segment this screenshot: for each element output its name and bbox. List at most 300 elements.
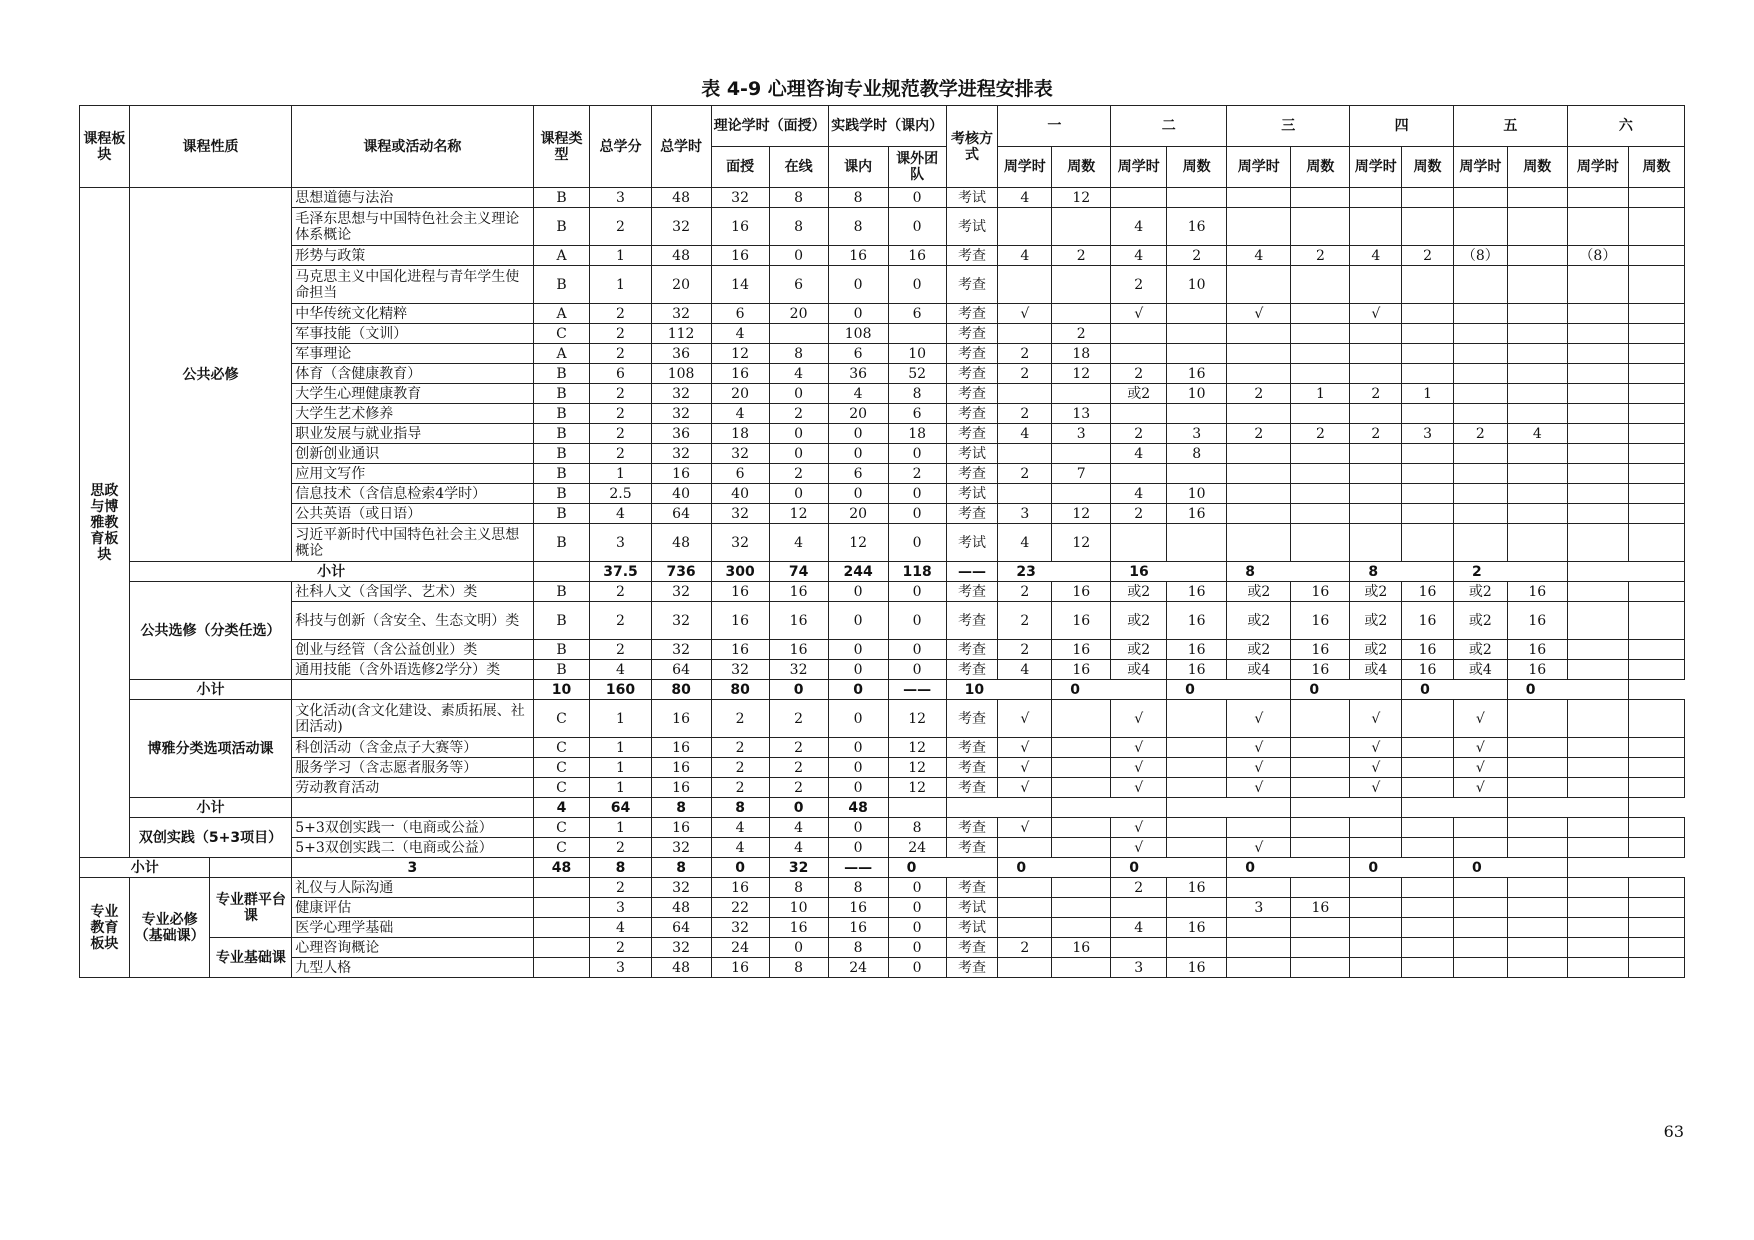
table-cell: 或2 (1453, 602, 1507, 640)
table-cell: 考查 (946, 424, 998, 444)
semester-subtotal (946, 798, 1052, 818)
header-credits: 总学分 (590, 106, 651, 188)
table-cell: 8 (769, 958, 828, 978)
table-cell: 6 (888, 304, 946, 324)
table-cell: 2 (998, 464, 1052, 484)
table-cell: 18 (1052, 344, 1111, 364)
table-cell (1291, 344, 1350, 364)
table-cell: 或2 (1111, 384, 1167, 404)
table-cell: 0 (888, 504, 946, 524)
table-cell: 16 (711, 878, 769, 898)
table-cell (1453, 208, 1507, 246)
table-cell: 3 (590, 958, 651, 978)
table-row (80, 384, 1685, 404)
table-cell (1567, 504, 1628, 524)
table-cell (1291, 404, 1350, 424)
table-cell: 3 (590, 898, 651, 918)
header-in-class: 课内 (828, 147, 888, 188)
header-theory: 理论学时（面授） (711, 106, 828, 147)
table-cell: 32 (711, 660, 769, 680)
table-cell (1567, 344, 1628, 364)
table-cell (1628, 444, 1684, 464)
table-cell (1227, 818, 1291, 838)
table-cell: 112 (651, 324, 711, 344)
table-cell: B (533, 504, 590, 524)
table-cell: B (533, 364, 590, 384)
header-exam: 考核方式 (946, 106, 998, 188)
table-cell (1111, 404, 1167, 424)
subtotal-label: 小计 (129, 562, 533, 582)
table-cell: 0 (828, 266, 888, 304)
header-semester-3: 三 (1227, 106, 1350, 147)
table-cell (1453, 918, 1507, 938)
table-cell: B (533, 188, 590, 208)
table-row (80, 464, 1685, 484)
header-weeks: 周数 (1052, 147, 1111, 188)
table-cell: 48 (651, 524, 711, 562)
table-row (80, 818, 1685, 838)
table-cell: 8 (769, 878, 828, 898)
course-name: 科创活动（含金点子大赛等） (292, 738, 533, 758)
table-cell: 52 (888, 364, 946, 384)
table-cell: 20 (828, 504, 888, 524)
table-cell (998, 958, 1052, 978)
course-name: 公共英语（或日语） (292, 504, 533, 524)
table-cell (1227, 404, 1291, 424)
table-cell: 或2 (1111, 602, 1167, 640)
table-cell: 0 (828, 602, 888, 640)
table-cell (1628, 958, 1684, 978)
table-cell (1291, 188, 1350, 208)
semester-subtotal: 10 (946, 680, 1052, 700)
table-cell: 0 (888, 938, 946, 958)
table-cell (1291, 738, 1350, 758)
table-cell (1628, 778, 1684, 798)
table-cell (1350, 838, 1402, 858)
table-cell: 考查 (946, 582, 998, 602)
table-cell: 8 (828, 188, 888, 208)
table-row (80, 758, 1685, 778)
table-cell: 0 (888, 898, 946, 918)
header-team: 课外团队 (888, 147, 946, 188)
table-cell: 2 (590, 640, 651, 660)
table-cell: 16 (711, 958, 769, 978)
table-cell: 2 (769, 738, 828, 758)
table-cell (1350, 208, 1402, 246)
course-name: 体育（含健康教育） (292, 364, 533, 384)
table-cell: 8 (828, 878, 888, 898)
table-cell: B (533, 640, 590, 660)
table-cell: 16 (1402, 640, 1454, 660)
table-cell: 16 (1507, 602, 1567, 640)
header-semester-1: 一 (998, 106, 1111, 147)
table-cell: 16 (711, 602, 769, 640)
table-cell (1227, 958, 1291, 978)
table-cell (1507, 958, 1567, 978)
table-cell (1291, 778, 1350, 798)
course-name: 军事理论 (292, 344, 533, 364)
table-cell: 16 (1507, 660, 1567, 680)
table-cell: 2 (1291, 246, 1350, 266)
table-cell (1507, 818, 1567, 838)
table-cell (1291, 958, 1350, 978)
table-cell: B (533, 384, 590, 404)
table-cell (1453, 444, 1507, 464)
subtotal-value: —— (828, 858, 888, 878)
table-cell: 0 (828, 838, 888, 858)
table-cell: 2 (1111, 266, 1167, 304)
table-cell: C (533, 324, 590, 344)
table-cell: √ (1111, 700, 1167, 738)
table-cell: 0 (828, 778, 888, 798)
table-cell: 24 (711, 938, 769, 958)
table-cell (1402, 938, 1454, 958)
block-label: 思政与博雅教育板块 (80, 188, 130, 858)
table-cell: 1 (1402, 384, 1454, 404)
table-cell: √ (1350, 758, 1402, 778)
table-cell: 2 (590, 602, 651, 640)
table-cell: 考查 (946, 364, 998, 384)
header-online: 在线 (769, 147, 828, 188)
subtotal-value: 8 (711, 798, 769, 818)
table-cell (1167, 464, 1227, 484)
subtotal-value: 8 (590, 858, 651, 878)
table-cell: A (533, 304, 590, 324)
table-cell: 6 (711, 304, 769, 324)
table-cell: 3 (1167, 424, 1227, 444)
table-cell: 4 (769, 364, 828, 384)
table-cell (1402, 838, 1454, 858)
table-row (80, 938, 1685, 958)
subtotal-value: —— (888, 680, 946, 700)
table-cell (888, 324, 946, 344)
table-cell: 16 (888, 246, 946, 266)
table-cell (1628, 246, 1684, 266)
table-row (80, 404, 1685, 424)
table-cell: √ (1111, 838, 1167, 858)
table-cell: C (533, 778, 590, 798)
table-cell: 16 (651, 758, 711, 778)
table-cell: 2 (998, 344, 1052, 364)
table-cell: 4 (711, 838, 769, 858)
table-cell: 16 (1167, 364, 1227, 384)
table-cell (1567, 700, 1628, 738)
table-cell: 2 (1227, 424, 1291, 444)
table-cell (1628, 878, 1684, 898)
table-cell: √ (998, 758, 1052, 778)
table-cell: 8 (769, 188, 828, 208)
table-cell: 0 (828, 700, 888, 738)
table-cell (1628, 938, 1684, 958)
table-cell: 0 (769, 444, 828, 464)
table-cell (1507, 364, 1567, 384)
table-cell: 6 (828, 344, 888, 364)
header-weeks: 周数 (1167, 147, 1227, 188)
table-cell (1507, 758, 1567, 778)
course-name: 应用文写作 (292, 464, 533, 484)
table-cell (1628, 758, 1684, 778)
table-cell: 2 (998, 640, 1052, 660)
table-cell (1453, 188, 1507, 208)
table-cell (1453, 878, 1507, 898)
table-cell: 或2 (1227, 582, 1291, 602)
table-cell (1052, 208, 1111, 246)
course-name: 九型人格 (292, 958, 533, 978)
table-cell (1628, 898, 1684, 918)
table-cell: 32 (651, 602, 711, 640)
table-cell (1567, 444, 1628, 464)
table-cell: 16 (1291, 602, 1350, 640)
table-cell: 32 (651, 878, 711, 898)
table-cell (1350, 266, 1402, 304)
table-cell (533, 938, 590, 958)
table-cell: 或2 (1111, 640, 1167, 660)
table-cell (1453, 266, 1507, 304)
table-cell (1350, 188, 1402, 208)
table-cell: 2 (888, 464, 946, 484)
table-cell: 16 (1291, 582, 1350, 602)
table-cell: 3 (1052, 424, 1111, 444)
table-cell: 16 (1052, 582, 1111, 602)
table-cell: 考查 (946, 344, 998, 364)
table-cell: 10 (769, 898, 828, 918)
table-cell (1227, 344, 1291, 364)
table-cell: 或2 (1453, 640, 1507, 660)
semester-subtotal: 8 (1227, 562, 1350, 582)
table-cell: 考试 (946, 524, 998, 562)
table-cell (1291, 324, 1350, 344)
table-cell: 考查 (946, 700, 998, 738)
table-cell: 16 (1052, 602, 1111, 640)
table-cell: 0 (828, 484, 888, 504)
table-cell: 16 (1052, 938, 1111, 958)
table-cell (1453, 364, 1507, 384)
table-row (80, 424, 1685, 444)
table-cell (1052, 818, 1111, 838)
table-cell: 16 (769, 602, 828, 640)
table-cell: （8） (1453, 246, 1507, 266)
table-cell: 8 (828, 938, 888, 958)
table-cell (1052, 444, 1111, 464)
nature-label: 公共选修（分类任选） (129, 582, 292, 680)
table-cell (1567, 384, 1628, 404)
table-cell (1567, 364, 1628, 384)
table-cell (1628, 324, 1684, 344)
table-cell: 2 (590, 878, 651, 898)
table-cell (998, 484, 1052, 504)
table-cell (1507, 344, 1567, 364)
table-cell: 4 (711, 818, 769, 838)
header-weeks: 周数 (1628, 147, 1684, 188)
table-cell: 16 (651, 464, 711, 484)
table-cell: 2.5 (590, 484, 651, 504)
table-cell (1507, 304, 1567, 324)
table-cell (1567, 758, 1628, 778)
table-cell: 4 (1111, 246, 1167, 266)
header-practice: 实践学时（课内） (828, 106, 946, 147)
table-cell: 12 (828, 524, 888, 562)
table-cell (1227, 504, 1291, 524)
table-row (80, 778, 1685, 798)
table-cell: 16 (1052, 640, 1111, 660)
table-cell: 2 (590, 404, 651, 424)
table-cell (1052, 266, 1111, 304)
table-cell (1402, 818, 1454, 838)
table-cell: 6 (711, 464, 769, 484)
table-cell: 16 (1291, 640, 1350, 660)
table-cell (1291, 524, 1350, 562)
table-cell (1167, 758, 1227, 778)
table-cell: √ (998, 304, 1052, 324)
table-row (80, 246, 1685, 266)
table-cell: B (533, 582, 590, 602)
table-row (80, 640, 1685, 660)
table-cell (769, 324, 828, 344)
table-cell (998, 838, 1052, 858)
table-cell: 12 (711, 344, 769, 364)
table-cell (1567, 898, 1628, 918)
table-cell: 考查 (946, 838, 998, 858)
table-cell: 0 (769, 484, 828, 504)
subtotal-value: 80 (651, 680, 711, 700)
table-cell (1052, 700, 1111, 738)
table-cell: 4 (998, 424, 1052, 444)
table-cell: 2 (590, 444, 651, 464)
table-cell: 8 (769, 208, 828, 246)
table-cell (1350, 324, 1402, 344)
table-cell (998, 324, 1052, 344)
table-cell (998, 444, 1052, 464)
type-cell (210, 858, 292, 878)
table-cell (1628, 602, 1684, 640)
table-cell (1291, 208, 1350, 246)
subtotal-value: 37.5 (590, 562, 651, 582)
table-cell: 考试 (946, 484, 998, 504)
semester-subtotal: 2 (1453, 562, 1567, 582)
course-name: 马克思主义中国化进程与青年学生使命担当 (292, 266, 533, 304)
table-cell (1350, 918, 1402, 938)
table-cell: 2 (1111, 504, 1167, 524)
table-cell: 64 (651, 504, 711, 524)
subtotal-value: 0 (711, 858, 769, 878)
subtotal-row (80, 562, 1685, 582)
subtotal-value (888, 798, 946, 818)
table-cell: 考查 (946, 738, 998, 758)
table-cell (1167, 524, 1227, 562)
course-name: 5+3双创实践一（电商或公益） (292, 818, 533, 838)
table-cell: 8 (828, 208, 888, 246)
table-header (80, 106, 1685, 188)
table-cell: 0 (769, 938, 828, 958)
table-cell: 0 (888, 524, 946, 562)
table-cell: 16 (769, 640, 828, 660)
table-cell: 2 (769, 778, 828, 798)
table-cell (1052, 384, 1111, 404)
table-cell (1567, 424, 1628, 444)
table-cell: 16 (828, 246, 888, 266)
header-week-hours: 周学时 (998, 147, 1052, 188)
table-cell: 考查 (946, 938, 998, 958)
table-cell (1291, 304, 1350, 324)
table-cell (533, 918, 590, 938)
table-cell: B (533, 208, 590, 246)
header-semester-2: 二 (1111, 106, 1227, 147)
table-row (80, 602, 1685, 640)
table-cell (1567, 324, 1628, 344)
subtotal-value: 736 (651, 562, 711, 582)
table-cell (1402, 364, 1454, 384)
table-cell (1507, 464, 1567, 484)
table-cell (1402, 464, 1454, 484)
semester-subtotal: 0 (1402, 680, 1508, 700)
table-cell: 0 (888, 484, 946, 504)
table-cell: √ (998, 700, 1052, 738)
table-cell (1111, 188, 1167, 208)
table-cell: 32 (711, 444, 769, 464)
table-cell (1167, 818, 1227, 838)
table-cell: √ (1453, 758, 1507, 778)
course-name: 健康评估 (292, 898, 533, 918)
header-face: 面授 (711, 147, 769, 188)
table-row (80, 524, 1685, 562)
teaching-schedule-table (79, 105, 1685, 978)
table-cell (1291, 838, 1350, 858)
table-cell (1402, 404, 1454, 424)
table-cell: 考查 (946, 660, 998, 680)
table-cell (1567, 464, 1628, 484)
table-cell: √ (998, 738, 1052, 758)
table-cell: B (533, 444, 590, 464)
table-cell (1350, 504, 1402, 524)
table-cell (1350, 938, 1402, 958)
table-cell (1507, 524, 1567, 562)
table-cell: 2 (998, 404, 1052, 424)
table-cell: C (533, 700, 590, 738)
table-cell (1628, 364, 1684, 384)
table-cell: 2 (590, 938, 651, 958)
subtotal-label: 小计 (129, 798, 292, 818)
table-cell: 12 (1052, 504, 1111, 524)
block-label: 专业教育板块 (80, 878, 130, 978)
table-row (80, 344, 1685, 364)
table-cell: 12 (769, 504, 828, 524)
table-cell: 0 (828, 758, 888, 778)
table-cell (1167, 738, 1227, 758)
semester-subtotal (1567, 562, 1684, 582)
table-cell (1350, 818, 1402, 838)
table-cell: C (533, 758, 590, 778)
course-name: 科技与创新（含安全、生态文明）类 (292, 602, 533, 640)
table-row (80, 898, 1685, 918)
table-cell: 0 (888, 918, 946, 938)
table-cell: 4 (1350, 246, 1402, 266)
table-cell (1052, 918, 1111, 938)
table-cell: 4 (769, 524, 828, 562)
table-cell: 16 (651, 700, 711, 738)
table-cell (1402, 878, 1454, 898)
table-cell: 考试 (946, 444, 998, 464)
table-cell: 2 (1402, 246, 1454, 266)
table-cell (1291, 464, 1350, 484)
semester-subtotal: 0 (1291, 680, 1402, 700)
table-cell (1507, 266, 1567, 304)
table-cell (1402, 484, 1454, 504)
table-cell (1567, 582, 1628, 602)
table-cell (1167, 324, 1227, 344)
table-cell (1453, 324, 1507, 344)
table-cell: 2 (1291, 424, 1350, 444)
table-cell: 4 (590, 918, 651, 938)
